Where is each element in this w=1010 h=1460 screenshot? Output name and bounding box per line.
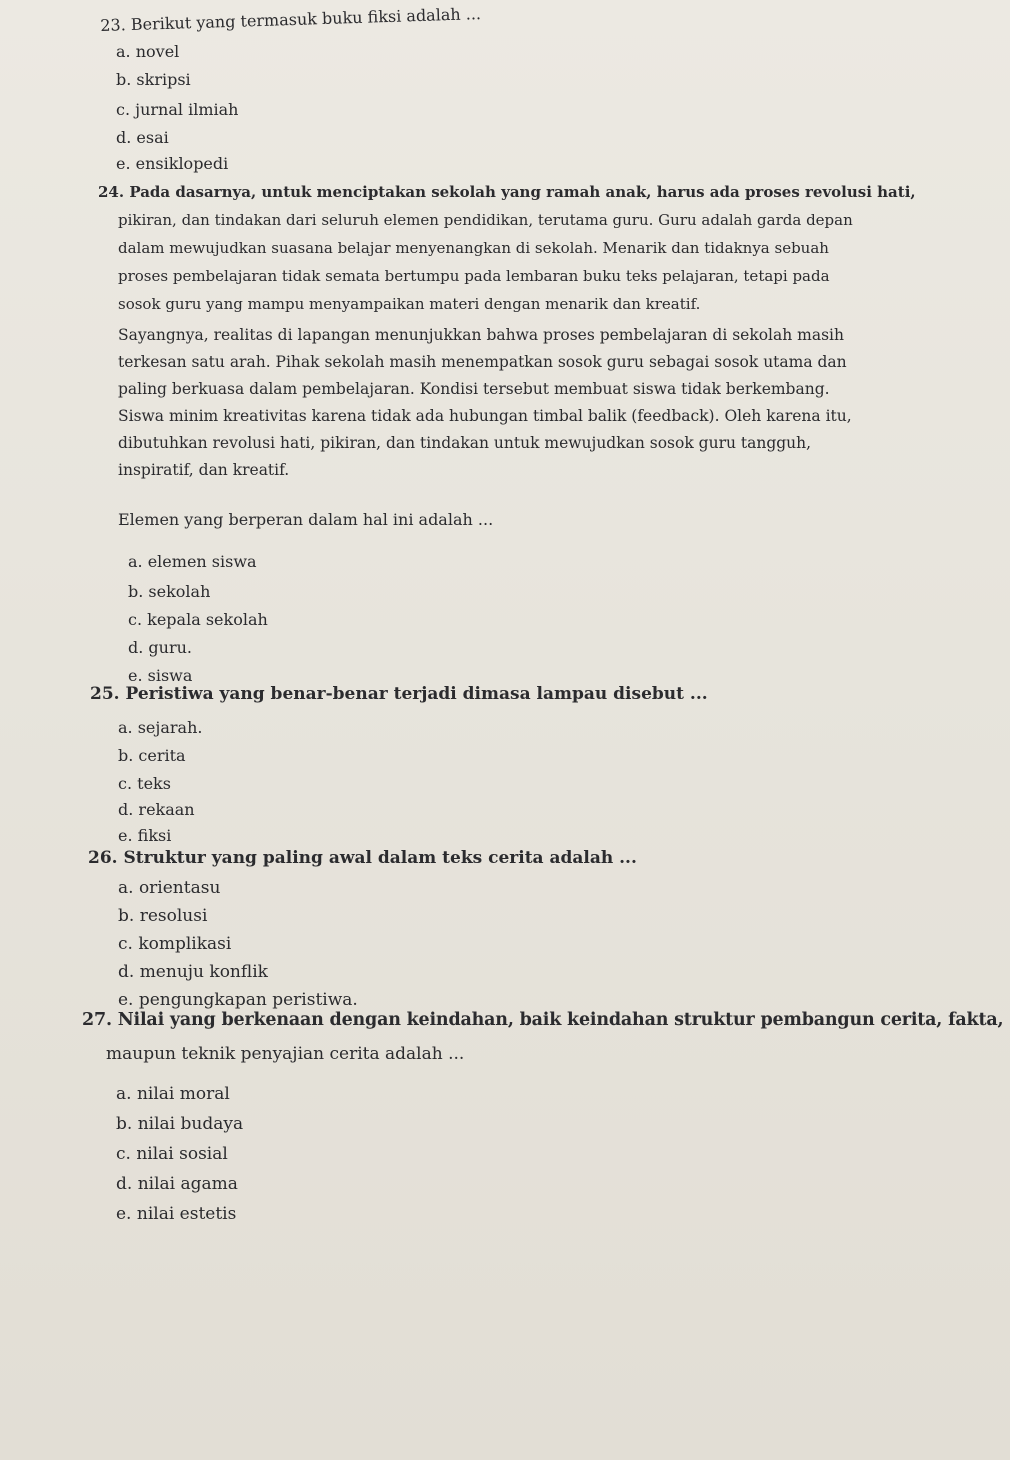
option-d[interactable]: d. guru. xyxy=(128,638,192,657)
paragraph-line: dalam mewujudkan suasana belajar menyenangkan di sekolah. Menarik dan tidaknya sebuah xyxy=(118,239,829,257)
option-b[interactable]: b. resolusi xyxy=(118,906,208,926)
question-stem-continued: maupun teknik penyajian cerita adalah ... xyxy=(106,1044,465,1064)
option-a[interactable]: a. nilai moral xyxy=(116,1084,230,1104)
option-e[interactable]: e. fiksi xyxy=(118,826,172,845)
option-d[interactable]: d. menuju konflik xyxy=(118,962,268,982)
option-b[interactable]: b. skripsi xyxy=(116,70,191,89)
question-24-prompt: Elemen yang berperan dalam hal ini adalah ... xyxy=(118,510,494,529)
option-a[interactable]: a. orientasu xyxy=(118,878,221,898)
option-a[interactable]: a. elemen siswa xyxy=(128,552,257,571)
question-stem: 26. Struktur yang paling awal dalam teks cerita adalah ... xyxy=(88,848,637,868)
option-e[interactable]: e. nilai estetis xyxy=(116,1204,237,1224)
option-b[interactable]: b. sekolah xyxy=(128,582,211,601)
option-d[interactable]: d. rekaan xyxy=(118,800,195,819)
paragraph-line: dibutuhkan revolusi hati, pikiran, dan tindakan untuk mewujudkan sosok guru tangguh, xyxy=(118,434,812,452)
option-a[interactable]: a. novel xyxy=(116,42,180,61)
question-stem: 23. Berikut yang termasuk buku fiksi adalah ... xyxy=(100,4,482,35)
option-e[interactable]: e. siswa xyxy=(128,666,193,685)
option-c[interactable]: c. komplikasi xyxy=(118,934,232,954)
question-stem: 27. Nilai yang berkenaan dengan keindahan, baik keindahan struktur pembangun cerita, fakta, xyxy=(82,1010,1004,1030)
option-b[interactable]: b. cerita xyxy=(118,746,186,765)
option-d[interactable]: d. nilai agama xyxy=(116,1174,238,1194)
paragraph-line: proses pembelajaran tidak semata bertumpu pada lembaran buku teks pelajaran, tetapi pada xyxy=(118,267,830,285)
question-26 xyxy=(0,848,1010,1008)
question-24-paragraph-1 xyxy=(98,178,916,318)
option-e[interactable]: e. pengungkapan peristiwa. xyxy=(118,990,358,1010)
question-25 xyxy=(0,684,1010,844)
question-24 xyxy=(0,178,1010,698)
paragraph-line: inspiratif, dan kreatif. xyxy=(118,461,290,479)
paragraph-line: 24. Pada dasarnya, untuk menciptakan sekolah yang ramah anak, harus ada proses revolusi hati, xyxy=(98,183,916,201)
option-c[interactable]: c. teks xyxy=(118,774,171,793)
question-stem: 25. Peristiwa yang benar-benar terjadi dimasa lampau disebut ... xyxy=(90,684,708,704)
option-c[interactable]: c. kepala sekolah xyxy=(128,610,268,629)
question-27 xyxy=(0,1010,1010,1230)
paragraph-line: Sayangnya, realitas di lapangan menunjukkan bahwa proses pembelajaran di sekolah masih xyxy=(118,326,844,344)
option-c[interactable]: c. nilai sosial xyxy=(116,1144,228,1164)
paragraph-line: pikiran, dan tindakan dari seluruh elemen pendidikan, terutama guru. Guru adalah garda depan xyxy=(118,211,853,229)
question-24-paragraph-2 xyxy=(118,322,852,484)
option-e[interactable]: e. ensiklopedi xyxy=(116,154,229,173)
option-a[interactable]: a. sejarah. xyxy=(118,718,203,737)
paragraph-line: paling berkuasa dalam pembelajaran. Kondisi tersebut membuat siswa tidak berkembang. xyxy=(118,380,830,398)
paragraph-line: sosok guru yang mampu menyampaikan materi dengan menarik dan kreatif. xyxy=(118,295,701,313)
option-c[interactable]: c. jurnal ilmiah xyxy=(116,100,239,119)
option-d[interactable]: d. esai xyxy=(116,128,169,147)
paragraph-line: terkesan satu arah. Pihak sekolah masih menempatkan sosok guru sebagai sosok utama dan xyxy=(118,353,847,371)
question-23 xyxy=(0,0,1010,175)
option-b[interactable]: b. nilai budaya xyxy=(116,1114,244,1134)
paragraph-line: Siswa minim kreativitas karena tidak ada hubungan timbal balik (feedback). Oleh karena itu, xyxy=(118,407,852,425)
